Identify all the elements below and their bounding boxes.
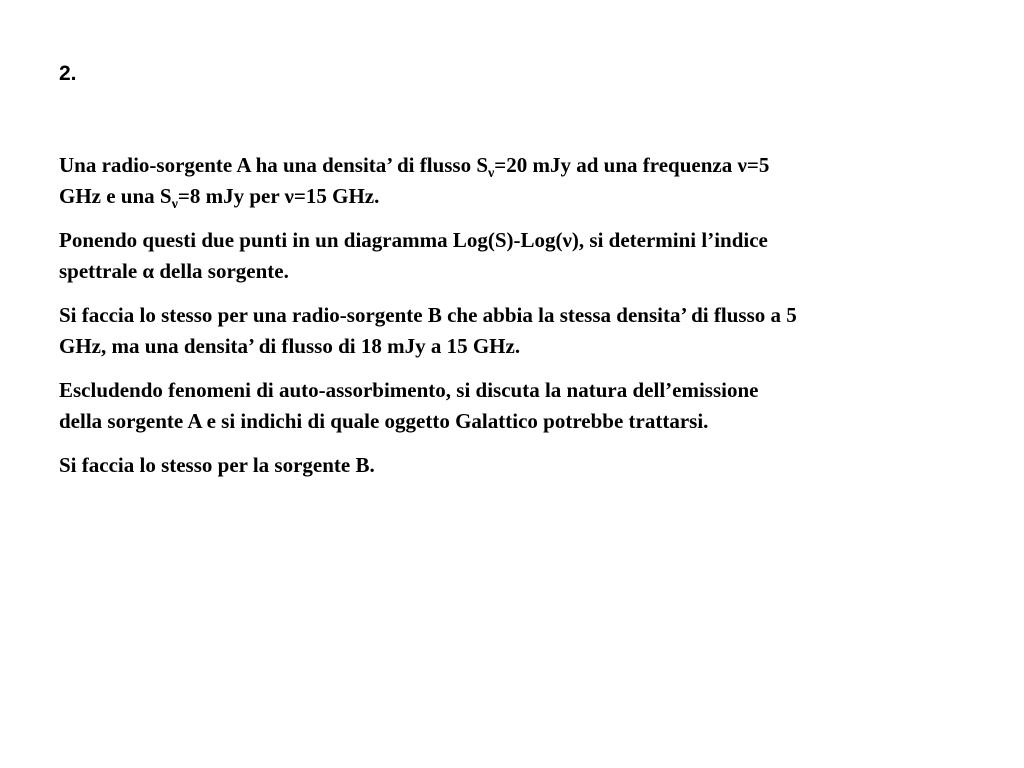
text-line: della sorgente A e si indichi di quale oggetto Galattico potrebbe trattarsi. — [59, 409, 709, 433]
paragraph-emission-nature — [59, 375, 979, 437]
paragraph-spectral-index — [59, 225, 979, 287]
subscript-nu: ν — [488, 166, 495, 181]
text-segment: Una radio-sorgente A ha una densita’ di flusso S — [59, 153, 489, 177]
text-segment: =8 mJy per ν=15 GHz. — [177, 184, 380, 208]
subscript-nu: ν — [171, 197, 178, 212]
text-line: Ponendo questi due punti in un diagramma Log(S)-Log(ν), si determini l’indice — [59, 228, 768, 252]
exercise-number: 2. — [59, 62, 77, 85]
text-line: Escludendo fenomeni di auto-assorbimento, si discuta la natura dell’emissione — [59, 378, 759, 402]
text-line: GHz, ma una densita’ di flusso di 18 mJy a 15 GHz. — [59, 334, 521, 358]
text-line: Si faccia lo stesso per la sorgente B. — [59, 453, 375, 477]
text-line: Si faccia lo stesso per una radio-sorgente B che abbia la stessa densita’ di flusso a 5 — [59, 303, 797, 327]
exercise-text — [59, 150, 979, 494]
paragraph-source-b — [59, 300, 979, 362]
paragraph-source-a-flux — [59, 150, 979, 212]
text-line: spettrale α della sorgente. — [59, 259, 289, 283]
text-segment: =20 mJy ad una frequenza ν=5 — [494, 153, 770, 177]
paragraph-source-b-repeat — [59, 450, 979, 481]
text-segment: GHz e una S — [59, 184, 172, 208]
